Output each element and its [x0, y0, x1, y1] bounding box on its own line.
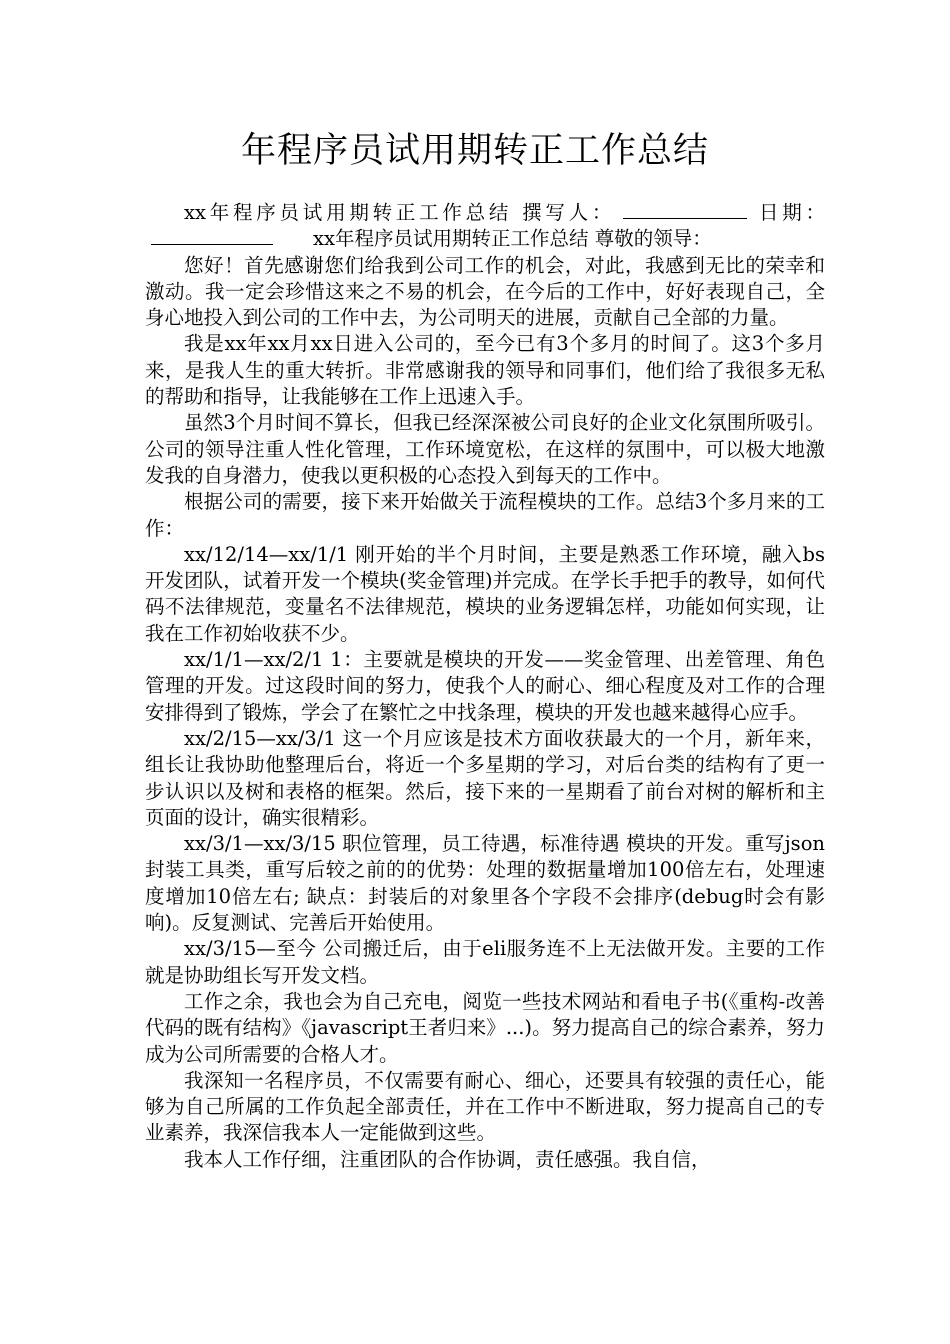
date-blank: [151, 226, 273, 245]
paragraph: xx/1/1—xx/2/1 1：主要就是模块的开发——奖金管理、出差管理、角色管理的开发。过这段时间的努力，使我个人的耐心、细心程度及对工作的合理安排得到了锻炼，学会了在繁忙之中找条理，模块的开发也越来越得心应手。: [145, 648, 825, 724]
paragraph: xx/12/14—xx/1/1 刚开始的半个月时间，主要是熟悉工作环境，融入bs开发团队，试着开发一个模块(奖金管理)并完成。在学长手把手的教导，如何代码不法律规范，变量名不法律规范，模块的业务逻辑怎样，功能如何实现，让我在工作初始收获不少。: [145, 542, 825, 645]
header-part2: 日期：: [755, 201, 825, 224]
paragraph: 我深知一名程序员，不仅需要有耐心、细心，还要具有较强的责任心，能够为自己所属的工作负起全部责任，并在工作中不断进取，努力提高自己的专业素养，我深信我本人一定能做到这些。: [145, 1068, 825, 1145]
paragraph: xx/3/1—xx/3/15 职位管理，员工待遇，标准待遇 模块的开发。重写json封装工具类，重写后较之前的的优势：处理的数据量增加100倍左右，处理速度增加10倍左右; 缺点：封装后的对象里各个字段不会排序(debug时会有影响)。反复测试、完善后开始使用。: [145, 832, 825, 935]
paragraph: 您好！首先感谢您们给我到公司工作的机会，对此，我感到无比的荣幸和激动。我一定会珍惜这来之不易的机会，在今后的工作中，好好表现自己，全身心地投入到公司的工作中去，为公司明天的进展，贡献自己全部的力量。: [145, 253, 825, 330]
header-part3: xx年程序员试用期转正工作总结 尊敬的领导：: [313, 227, 712, 251]
author-blank: [623, 200, 747, 219]
paragraph: 我是xx年xx月xx日进入公司的，至今已有3个多月的时间了。这3个多月来，是我人生的重大转折。非常感谢我的领导和同事们，他们给了我很多无私的帮助和指导，让我能够在工作上迅速入手。: [145, 332, 825, 409]
header-part1: xx年程序员试用期转正工作总结 撰写人：: [184, 201, 616, 224]
document-body: [145, 200, 825, 1173]
paragraph: 虽然3个月时间不算长，但我已经深深被公司良好的企业文化氛围所吸引。公司的领导注重人性化管理，工作环境宽松，在这样的氛围中，可以极大地激发我的自身潜力，使我以更积极的心态投入到每天的工作中。: [145, 411, 825, 487]
paragraph: 根据公司的需要，接下来开始做关于流程模块的工作。总结3个多月来的工作：: [145, 490, 825, 540]
page-title: 年程序员试用期转正工作总结: [240, 131, 709, 171]
paragraph: 我本人工作仔细，注重团队的合作协调，责任感强。我自信，: [184, 1147, 711, 1171]
paragraph: xx/3/15—至今 公司搬迁后，由于eli服务连不上无法做开发。主要的工作就是协助组长写开发文档。: [145, 937, 825, 987]
paragraph: 工作之余，我也会为自己充电，阅览一些技术网站和看电子书(《重构-改善代码的既有结构》《javascript王者归来》...)。努力提高自己的综合素养，努力成为公司所需要的合格人才。: [145, 989, 825, 1066]
paragraph: xx/2/15—xx/3/1 这一个月应该是技术方面收获最大的一个月，新年来，组长让我协助他整理后台，将近一个多星期的学习，对后台类的结构有了更一步认识以及树和表格的框架。然后，接下来的一星期看了前台对树的解析和主页面的设计，确实很精彩。: [145, 726, 825, 829]
header-line: [145, 200, 825, 253]
